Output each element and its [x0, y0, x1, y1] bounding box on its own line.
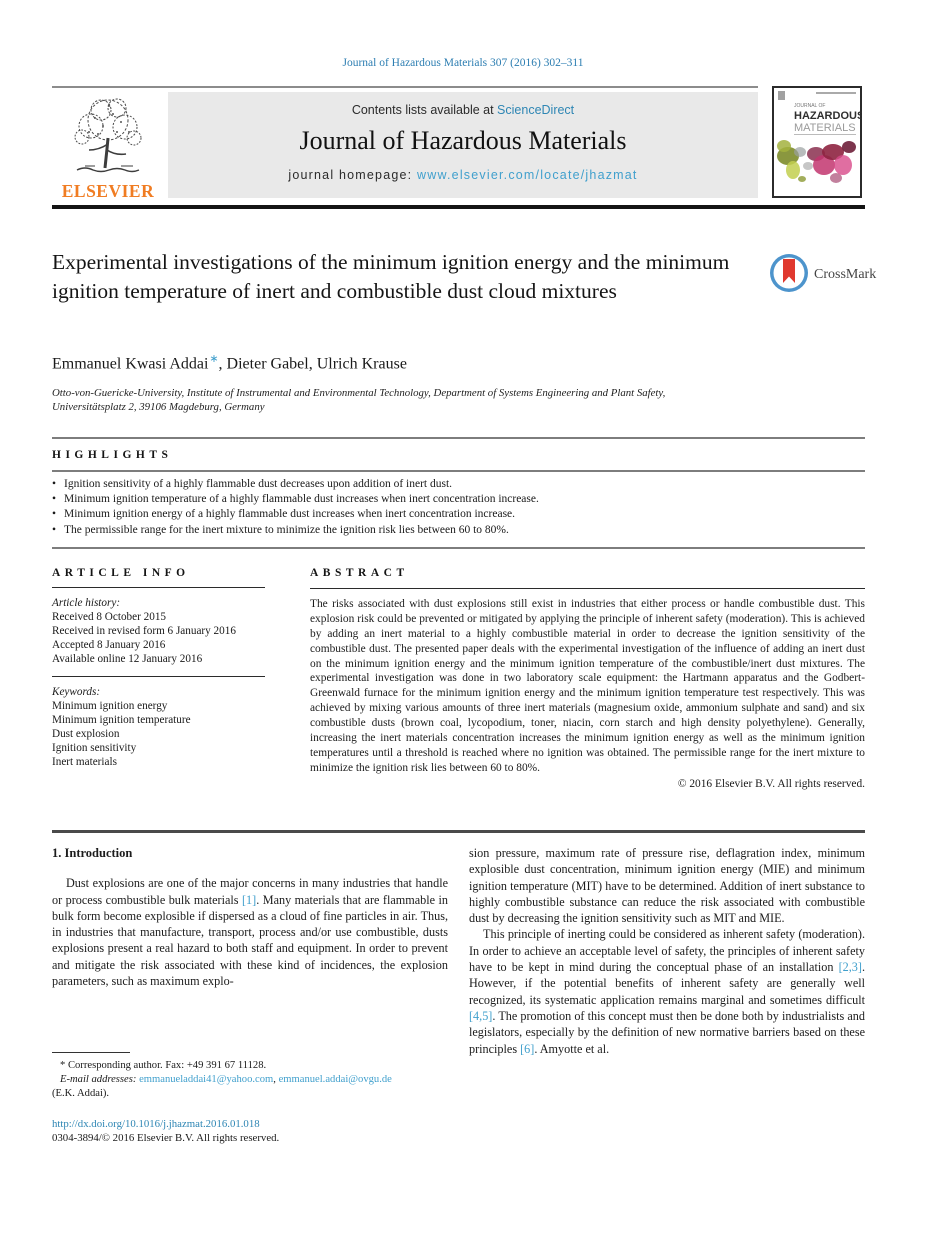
reference-link[interactable]: [4,5]	[469, 1008, 493, 1023]
abstract-rule	[310, 588, 865, 589]
journal-masthead-title: Journal of Hazardous Materials	[299, 126, 627, 155]
keywords-label: Keywords:	[52, 686, 101, 698]
abstract-copyright: © 2016 Elsevier B.V. All rights reserved.	[677, 777, 865, 790]
highlights-top-rule	[52, 437, 865, 439]
contents-lists-line	[168, 103, 758, 117]
elsevier-wordmark: ELSEVIER	[61, 181, 155, 201]
cover-line1: JOURNAL OF	[794, 103, 826, 109]
homepage-url-link[interactable]: www.elsevier.com/locate/jhazmat	[417, 168, 638, 182]
journal-header-banner	[168, 92, 758, 198]
journal-homepage-line	[168, 168, 758, 182]
author-initials-line: (E.K. Addai).	[52, 1087, 110, 1099]
corresponding-author-line: * Corresponding author. Fax: +49 391 67 11128.	[60, 1060, 267, 1071]
header-top-rule	[52, 86, 758, 88]
affiliation-line1: Otto-von-Guericke-University, Institute of Instrumental and Environmental Technology, Department of Systems Engineering and Plant Safety,	[52, 387, 666, 399]
keyword: Minimum ignition temperature	[52, 714, 191, 726]
header-bottom-rule	[52, 205, 865, 209]
highlights-bottom-rule	[52, 547, 865, 549]
history-online: Available online 12 January 2016	[52, 653, 203, 665]
keywords-rule	[52, 676, 265, 677]
affiliation-line2: Universitätsplatz 2, 39106 Magdeburg, Germany	[52, 401, 265, 413]
highlight-item: • The permissible range for the inert mixture to minimize the ignition risk lies between 60 to 80%.	[52, 523, 865, 538]
reference-link[interactable]: [6]	[520, 1041, 535, 1056]
journal-citation[interactable]: Journal of Hazardous Materials 307 (2016) 302–311	[342, 57, 584, 69]
article-info-rule	[52, 587, 265, 588]
email-link[interactable]: emmanuel.addai@ovgu.de	[278, 1073, 392, 1085]
reference-link[interactable]: [1]	[242, 892, 257, 907]
reference-link[interactable]: [2,3]	[838, 960, 862, 975]
footnote-rule	[52, 1052, 130, 1053]
article-history-label: Article history:	[52, 597, 121, 609]
cover-line3: MATERIALS	[794, 122, 856, 134]
doi-link[interactable]: http://dx.doi.org/10.1016/j.jhazmat.2016.01.018	[52, 1118, 260, 1130]
abstract-text: The risks associated with dust explosions still exist in industries that either process or handle combustible dust. This explosion risk could be prevented or mitigated by applying the principle of inherent safety (moderation). This is achieved by adding an inert material to a highly combustible material in order to decrease the ignition sensitivity of the combustible dust. The presented paper deals with the experimental investigation of the influence of adding an inert dust on the minimum ignition energy and the minimum ignition temperature of the combustible/inert dust mixtures. The experimental investigation was done in two laboratory scale equipment: the Hartmann apparatus and the Godbert-Greenwald furnace for the minimum ignition energy and the minimum ignition temperature test respectively. This was achieved by mixing various amounts of three inert materials (magnesium oxide, ammonium sulphate and sand) and six combustible dusts (brown coal, lycopodium, toner, niacin, corn starch and high density polyethylene). Generally, increasing the inert materials concentration increases the minimum ignition energy as well as the minimum ignition temperatures until a threshold is reached where no ignition was obtained. The permissible range for the inert mixture to minimize the ignition risk lies between 60 to 80%.	[310, 597, 865, 774]
keyword: Minimum ignition energy	[52, 700, 168, 712]
keyword: Dust explosion	[52, 728, 120, 740]
elsevier-tree-icon	[65, 94, 151, 178]
homepage-prefix-text: journal homepage:	[288, 168, 417, 182]
body-left-column	[52, 845, 448, 989]
article-info-heading: ARTICLE INFO	[52, 567, 190, 579]
highlight-item: • Minimum ignition energy of a highly flammable dust increases when inert concentration increase.	[52, 507, 865, 522]
crossmark-badge[interactable]	[768, 252, 918, 296]
abstract-column	[310, 566, 865, 792]
article-info-column	[52, 566, 265, 769]
highlights-heading-rule	[52, 470, 865, 472]
email-addresses-line: E-mail addresses: emmanueladdai41@yahoo.com, emmanuel.addai@ovgu.de	[60, 1073, 392, 1085]
cover-line2: HAZARDOUS	[794, 110, 862, 122]
issn-copyright-line: 0304-3894/© 2016 Elsevier B.V. All rights reserved.	[52, 1132, 280, 1144]
crossmark-label: CrossMark	[814, 267, 877, 282]
elsevier-logo[interactable]	[52, 94, 164, 200]
highlights-list	[52, 477, 865, 538]
body-right-column	[469, 845, 865, 1057]
abstract-heading: ABSTRACT	[310, 567, 409, 579]
body-top-rule	[52, 830, 865, 833]
intro-paragraph-right-1: sion pressure, maximum rate of pressure rise, deflagration index, minimum explosible dust concentration, minimum ignition energy (MIE) and minimum ignition temperature (MIT) have to be determined. Addition of inert substance to highly combustible substance can reduce the risk associated with combustible dust by decreasing the ignition sensitivity such as MIT and MIE.	[469, 846, 865, 926]
intro-paragraph-right-2: This principle of inerting could be considered as inherent safety (moderation). In order to achieve an acceptable level of safety, the principles of inherent safety have to be kept in mind during the conceptual phase of an installation [2,3]. However, if the potential benefits of inherent safety are generally well recognized, its systematic application remains marginal and sometimes difficult [4,5]. The promotion of this concept must then be done both by industrialists and legislators, especially by the definition of new normative barriers based on these principles [6]. Amyotte et al.	[469, 927, 865, 1056]
history-received: Received 8 October 2015	[52, 611, 167, 623]
keyword: Ignition sensitivity	[52, 742, 137, 754]
highlights-heading: HIGHLIGHTS	[52, 449, 173, 461]
affiliation	[52, 386, 812, 414]
corresponding-author-footnote	[52, 1052, 462, 1100]
sciencedirect-link[interactable]: ScienceDirect	[497, 103, 575, 117]
highlight-item: • Ignition sensitivity of a highly flammable dust decreases upon addition of inert dust.	[52, 477, 865, 492]
journal-cover-thumbnail[interactable]	[772, 86, 862, 198]
author-line: Emmanuel Kwasi Addai∗, Dieter Gabel, Ulrich Krause	[52, 353, 407, 373]
contents-prefix-text: Contents lists available at	[351, 103, 498, 117]
email-link[interactable]: emmanueladdai41@yahoo.com	[139, 1073, 274, 1085]
keyword: Inert materials	[52, 756, 117, 768]
intro-paragraph-left: Dust explosions are one of the major concerns in many industries that handle or process combustible bulk materials [1]. Many materials that are flammable in bulk form become explosible if dispersed as a cloud of fine particles in air. Thus, in industries that manufacture, transport, process and/or use combustible, dusts explosions present a real hazard to both staff and equipment. In order to prevent and mitigate the risk associated with these kind of incidences, the explosion parameters, such as maximum explo-	[52, 876, 448, 989]
paper-title: Experimental investigations of the minimum ignition energy and the minimum ignition temperature of inert and combustible dust cloud mixtures	[52, 250, 730, 303]
history-accepted: Accepted 8 January 2016	[52, 639, 166, 651]
section-1-heading: 1. Introduction	[52, 846, 133, 860]
bottom-identifiers	[52, 1117, 462, 1145]
history-revised: Received in revised form 6 January 2016	[52, 625, 236, 637]
highlight-item: • Minimum ignition temperature of a highly flammable dust increases when inert concentration increase.	[52, 492, 865, 507]
